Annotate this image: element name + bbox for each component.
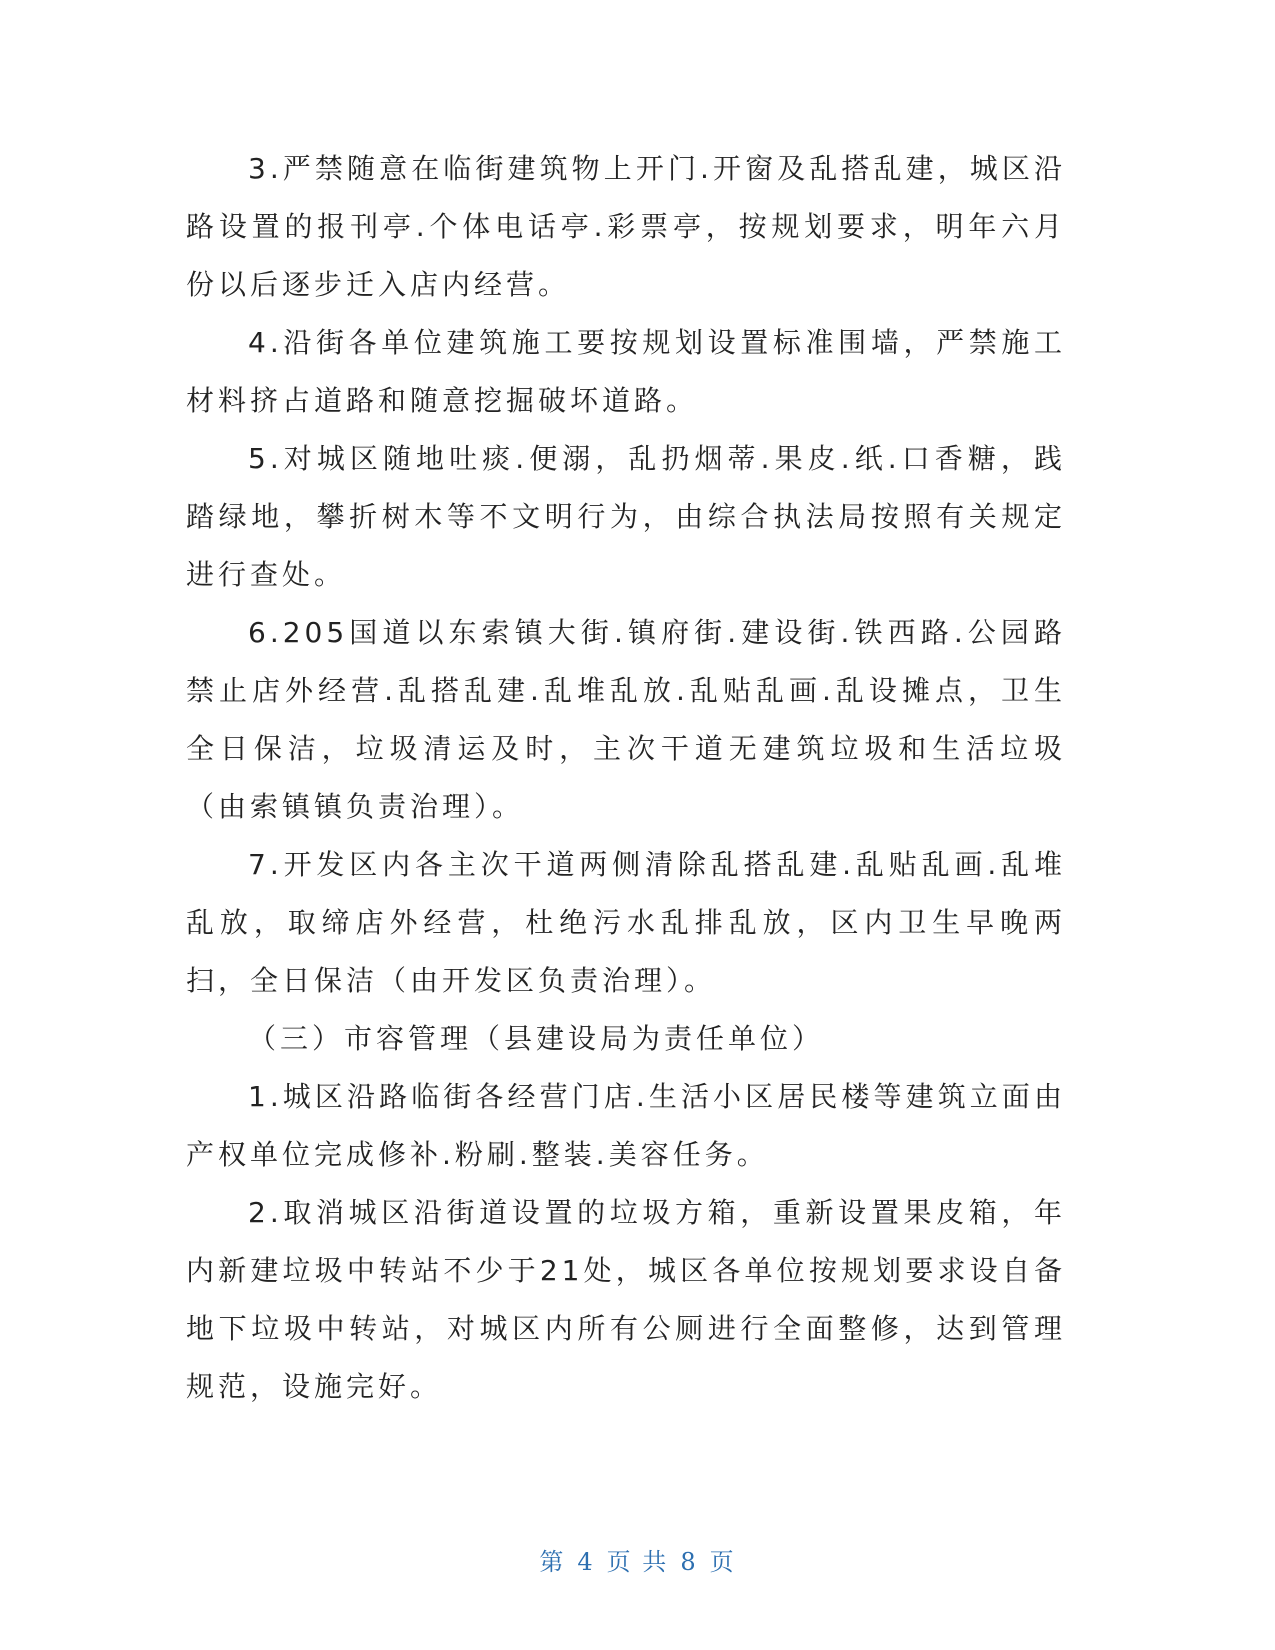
paragraph-item-1: 1.城区沿路临街各经营门店.生活小区居民楼等建筑立面由产权单位完成修补.粉刷.整装.美容任务。	[186, 1080, 1066, 1171]
footer-suffix: 页	[709, 1548, 736, 1576]
paragraph-item-5: 5.对城区随地吐痰.便溺，乱扔烟蒂.果皮.纸.口香糖，践踏绿地，攀折树木等不文明行为，由综合执法局按照有关规定进行查处。	[186, 442, 1066, 591]
paragraph-item-7: 7.开发区内各主次干道两侧清除乱搭乱建.乱贴乱画.乱堆乱放，取缔店外经营，杜绝污水乱排乱放，区内卫生早晚两扫，全日保洁（由开发区负责治理）。	[186, 848, 1066, 997]
footer-prefix: 第	[539, 1548, 566, 1576]
footer-total-pages: 8	[680, 1548, 698, 1576]
paragraph-item-3: 3.严禁随意在临街建筑物上开门.开窗及乱搭乱建，城区沿路设置的报刊亭.个体电话亭.彩票亭，按规划要求，明年六月份以后逐步迁入店内经营。	[186, 152, 1066, 301]
section-heading: （三）市容管理（县建设局为责任单位）	[248, 1022, 825, 1055]
paragraph-item-2: 2.取消城区沿街道设置的垃圾方箱，重新设置果皮箱，年内新建垃圾中转站不少于21处，城区各单位按规划要求设自备地下垃圾中转站，对城区内所有公厕进行全面整修，达到管理规范，设施完好。	[186, 1196, 1066, 1403]
footer-page-number: 4	[577, 1548, 595, 1576]
footer-middle: 页 共	[606, 1548, 669, 1576]
paragraph-item-4: 4.沿街各单位建筑施工要按规划设置标准围墙，严禁施工材料挤占道路和随意挖掘破坏道路。	[186, 326, 1066, 417]
document-body	[186, 140, 1066, 1416]
paragraph-item-6: 6.205国道以东索镇大街.镇府街.建设街.铁西路.公园路禁止店外经营.乱搭乱建.乱堆乱放.乱贴乱画.乱设摊点，卫生全日保洁，垃圾清运及时，主次干道无建筑垃圾和生活垃圾（由索镇镇负责治理）。	[186, 616, 1066, 823]
page-footer	[0, 1542, 1275, 1577]
